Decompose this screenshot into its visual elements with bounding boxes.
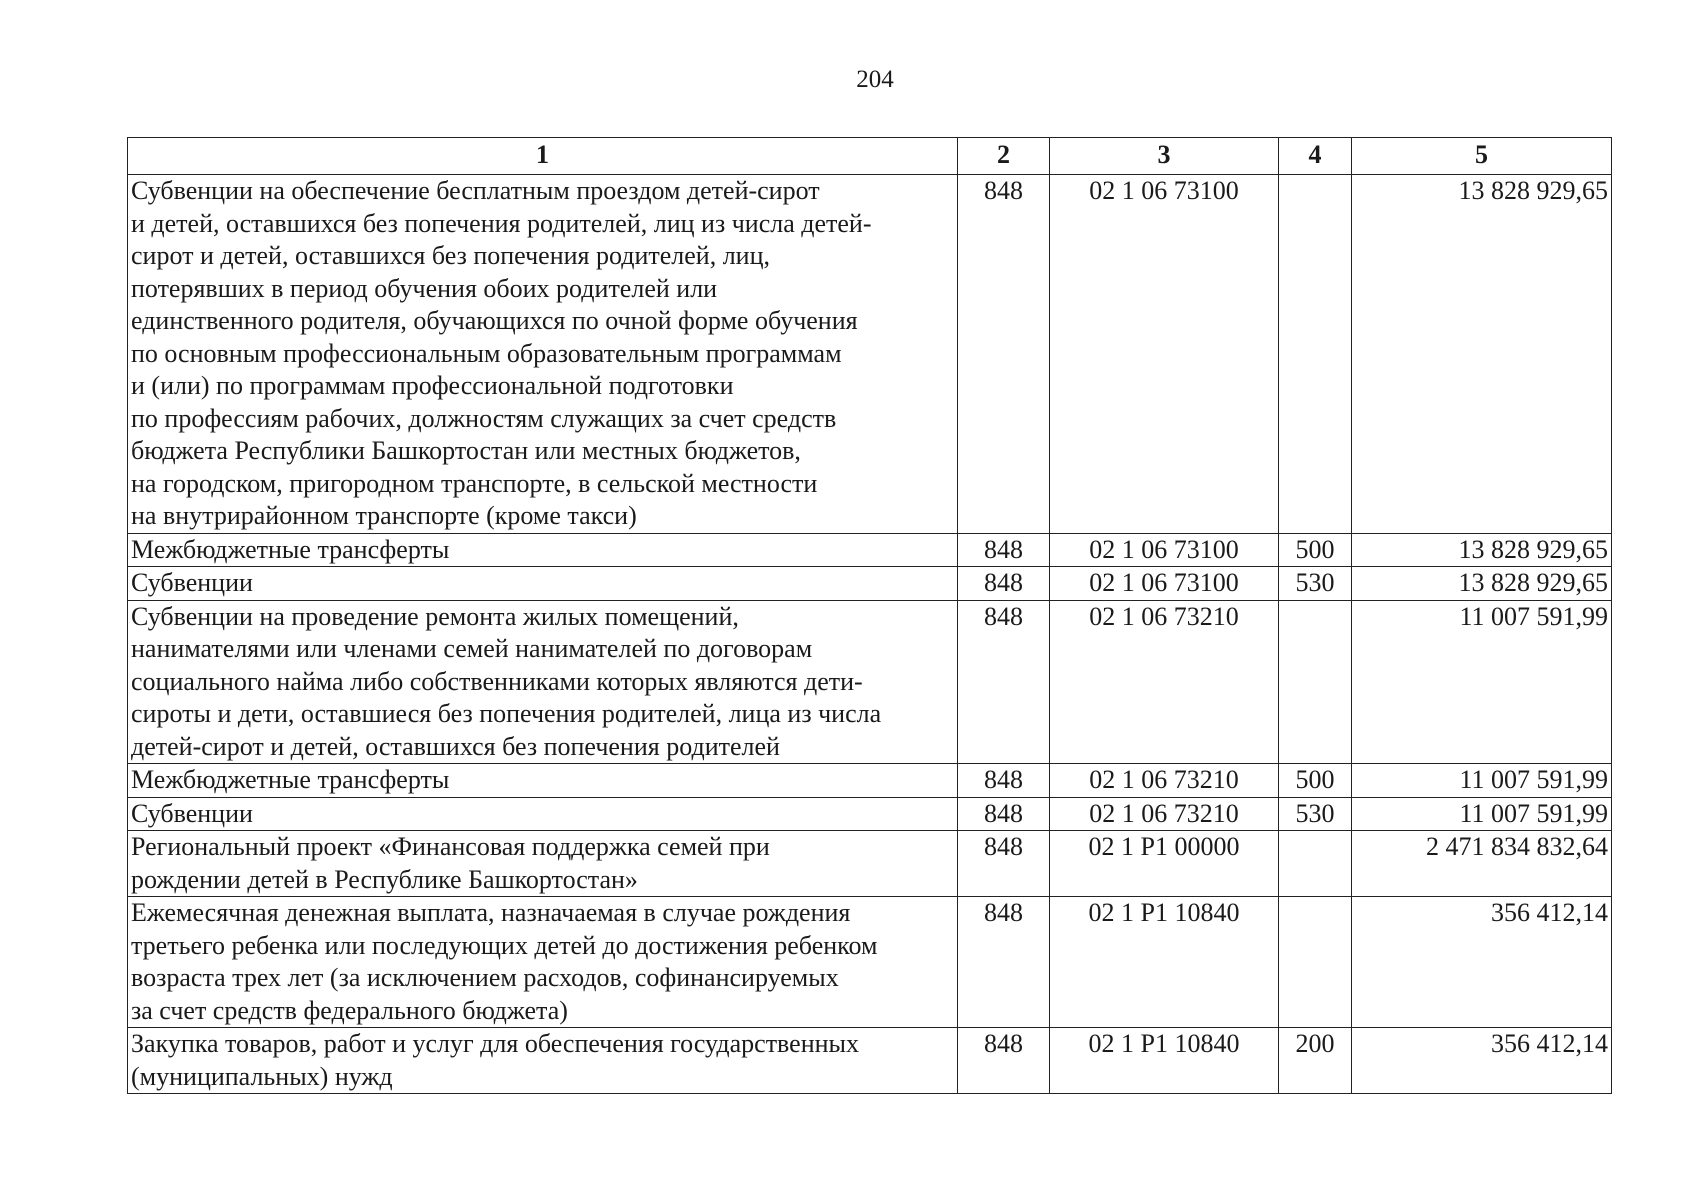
row-name-line: за счет средств федерального бюджета) — [131, 995, 568, 1025]
table-row — [128, 567, 1612, 601]
table-row — [128, 175, 1612, 534]
amount-cell: 13 828 929,65 — [1352, 567, 1612, 601]
row-name-line: третьего ребенка или последующих детей до достижения ребенком — [131, 930, 878, 960]
table-row — [128, 797, 1612, 831]
expense-type-cell: 200 — [1279, 1028, 1352, 1094]
header-col-1: 1 — [128, 138, 958, 175]
ministry-code-cell: 848 — [958, 831, 1050, 897]
row-name-line: рождении детей в Республике Башкортостан» — [131, 864, 638, 894]
header-row — [128, 138, 1612, 175]
table-row — [128, 533, 1612, 567]
header-col-5: 5 — [1352, 138, 1612, 175]
row-name-line: нанимателями или членами семей нанимателей по договорам — [131, 634, 813, 663]
row-name-cell — [128, 797, 958, 831]
row-name-line: возраста трех лет (за исключением расходов, софинансируемых — [131, 963, 839, 992]
target-article-cell: 02 1 06 73100 — [1050, 567, 1279, 601]
page-number: 204 — [856, 66, 894, 93]
row-name-line: Субвенции на проведение ремонта жилых помещений, — [131, 601, 739, 631]
amount-cell: 13 828 929,65 — [1352, 533, 1612, 567]
target-article-cell: 02 1 06 73100 — [1050, 175, 1279, 534]
row-name-cell — [128, 533, 958, 567]
row-name-line: на городском, пригородном транспорте, в сельской местности — [131, 468, 818, 498]
expense-type-cell: 500 — [1279, 764, 1352, 798]
header-col-4: 4 — [1279, 138, 1352, 175]
expense-type-cell — [1279, 897, 1352, 1028]
row-name-cell — [128, 831, 958, 897]
row-name-line: Ежемесячная денежная выплата, назначаемая в случае рождения — [131, 898, 851, 927]
row-name-line: сироты и дети, оставшиеся без попечения родителей, лица из числа — [131, 699, 882, 728]
target-article-cell: 02 1 06 73210 — [1050, 600, 1279, 764]
row-name-line: и детей, оставшихся без попечения родителей, лиц из числа детей- — [131, 208, 872, 238]
row-name-line: Субвенции — [131, 568, 253, 597]
ministry-code-cell: 848 — [958, 897, 1050, 1028]
amount-cell: 356 412,14 — [1352, 897, 1612, 1028]
row-name-cell — [128, 764, 958, 798]
ministry-code-cell: 848 — [958, 764, 1050, 798]
amount-cell: 11 007 591,99 — [1352, 797, 1612, 831]
row-name-line: (муниципальных) нужд — [131, 1061, 393, 1091]
row-name-line: Межбюджетные трансферты — [131, 534, 450, 564]
amount-cell: 356 412,14 — [1352, 1028, 1612, 1094]
target-article-cell: 02 1 06 73210 — [1050, 764, 1279, 798]
row-name-cell — [128, 600, 958, 764]
expense-type-cell: 530 — [1279, 797, 1352, 831]
row-name-line: Региональный проект «Финансовая поддержка семей при — [131, 832, 770, 861]
table-header — [128, 138, 1612, 175]
table-row — [128, 897, 1612, 1028]
table-row — [128, 1028, 1612, 1094]
expense-type-cell — [1279, 175, 1352, 534]
ministry-code-cell: 848 — [958, 1028, 1050, 1094]
amount-cell: 11 007 591,99 — [1352, 764, 1612, 798]
row-name-line: по профессиям рабочих, должностям служащих за счет средств — [131, 403, 837, 433]
row-name-line: единственного родителя, обучающихся по очной форме обучения — [131, 306, 858, 335]
expense-type-cell — [1279, 600, 1352, 764]
budget-table — [127, 137, 1612, 1094]
row-name-cell — [128, 567, 958, 601]
expense-type-cell: 530 — [1279, 567, 1352, 601]
target-article-cell: 02 1 P1 10840 — [1050, 1028, 1279, 1094]
table-row — [128, 831, 1612, 897]
amount-cell: 2 471 834 832,64 — [1352, 831, 1612, 897]
row-name-cell — [128, 175, 958, 534]
table-body — [128, 175, 1612, 1094]
row-name-line: Субвенции — [131, 798, 253, 828]
row-name-line: Межбюджетные трансферты — [131, 765, 450, 794]
expense-type-cell — [1279, 831, 1352, 897]
row-name-line: Субвенции на обеспечение бесплатным проездом детей-сирот — [131, 176, 820, 205]
table-row — [128, 764, 1612, 798]
expense-type-cell: 500 — [1279, 533, 1352, 567]
row-name-line: по основным профессиональным образовательным программам — [131, 338, 842, 368]
row-name-cell — [128, 1028, 958, 1094]
row-name-line: социального найма либо собственниками которых являются дети- — [131, 666, 863, 696]
header-col-2: 2 — [958, 138, 1050, 175]
row-name-line: Закупка товаров, работ и услуг для обеспечения государственных — [131, 1029, 860, 1058]
target-article-cell: 02 1 P1 10840 — [1050, 897, 1279, 1028]
target-article-cell: 02 1 06 73100 — [1050, 533, 1279, 567]
row-name-line: потерявших в период обучения обоих родителей или — [131, 273, 718, 303]
row-name-line: сирот и детей, оставшихся без попечения родителей, лиц, — [131, 241, 771, 270]
amount-cell: 11 007 591,99 — [1352, 600, 1612, 764]
table-row — [128, 600, 1612, 764]
row-name-line: бюджета Республики Башкортостан или местных бюджетов, — [131, 436, 801, 465]
row-name-line: детей-сирот и детей, оставшихся без попечения родителей — [131, 731, 780, 761]
amount-cell: 13 828 929,65 — [1352, 175, 1612, 534]
header-col-3: 3 — [1050, 138, 1279, 175]
ministry-code-cell: 848 — [958, 567, 1050, 601]
target-article-cell: 02 1 P1 00000 — [1050, 831, 1279, 897]
row-name-line: на внутрирайонном транспорте (кроме такси) — [131, 501, 637, 530]
row-name-cell — [128, 897, 958, 1028]
ministry-code-cell: 848 — [958, 175, 1050, 534]
ministry-code-cell: 848 — [958, 600, 1050, 764]
ministry-code-cell: 848 — [958, 797, 1050, 831]
row-name-line: и (или) по программам профессиональной подготовки — [131, 371, 734, 400]
target-article-cell: 02 1 06 73210 — [1050, 797, 1279, 831]
ministry-code-cell: 848 — [958, 533, 1050, 567]
